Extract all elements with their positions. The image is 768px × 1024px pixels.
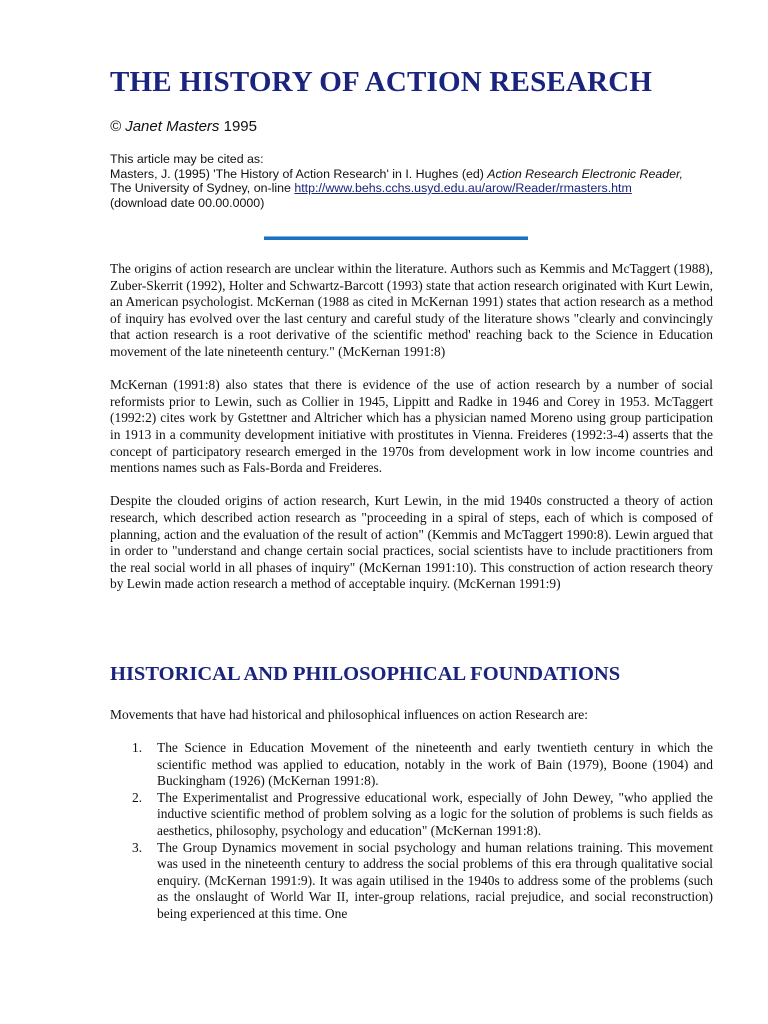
horizontal-divider bbox=[264, 236, 528, 240]
list-item-text: The Science in Education Movement of the nineteenth and early twentieth century in which the scientific method was applied to education, notably in the work of Bain (1979), Boone (1904) and Buckingham (1926) (McKernan 1991:8). bbox=[157, 740, 713, 789]
citation-block bbox=[110, 152, 720, 210]
list-item bbox=[110, 840, 713, 923]
intro-body bbox=[110, 261, 713, 609]
list-item-text: The Experimentalist and Progressive educational work, especially of John Dewey, "who applied the inductive scientific method of problem solving as a logic for the solution of problems is such fields as aesthetics, philosophy, psychology and education" (McKernan 1991:8). bbox=[157, 789, 713, 838]
author-name: © Janet Masters bbox=[110, 118, 220, 135]
section-heading: HISTORICAL AND PHILOSOPHICAL FOUNDATIONS bbox=[110, 663, 621, 685]
list-item bbox=[110, 790, 713, 840]
section-intro: Movements that have had historical and philosophical influences on action Research are: bbox=[110, 707, 588, 722]
author-line bbox=[110, 118, 257, 135]
citation-line-2-text: The University of Sydney, on-line bbox=[110, 181, 295, 196]
list-item-number: 2. bbox=[132, 789, 143, 805]
citation-link[interactable]: http://www.behs.cchs.usyd.edu.au/arow/Reader/rmasters.htm bbox=[294, 181, 632, 196]
list-item-number: 3. bbox=[132, 839, 143, 855]
citation-download-date: (download date 00.00.0000) bbox=[110, 195, 265, 210]
citation-line-1 bbox=[110, 167, 720, 182]
movements-list bbox=[110, 740, 713, 923]
paragraph-1: The origins of action research are unclear within the literature. Authors such as Kemmis and McTaggert (1988), Zuber-Skerrit (1992), Holter and Schwartz-Barcott (1993) state that action research originated with Kurt Lewin, an American psychologist. McKernan (1988 as cited in McKernan 1991) states that action research as a method of inquiry has evolved over the last century and careful study of the literature shows "clearly and convincingly that action research is a root derivative of the scientific method' reaching back to the Science in Education movement of the late nineteenth century." (McKernan 1991:8) bbox=[110, 261, 713, 359]
author-year: 1995 bbox=[219, 118, 257, 135]
citation-line-1-text: Masters, J. (1995) 'The History of Action Research' in I. Hughes (ed) bbox=[110, 166, 488, 181]
citation-line-2 bbox=[110, 181, 720, 196]
citation-intro: This article may be cited as: bbox=[110, 152, 264, 166]
paragraph-3: Despite the clouded origins of action research, Kurt Lewin, in the mid 1940s constructed a theory of action research, which described action research as "proceeding in a spiral of steps, each of which is composed of planning, action and the evaluation of the result of action" (Kemmis and McTaggert 1990:8). Lewin argued that in order to "understand and change certain social practices, social scientists have to include practitioners from the real social world in all phases of inquiry" (McKernan 1991:10). This construction of action research theory by Lewin made action research a method of acceptable inquiry. (McKernan 1991:9) bbox=[110, 493, 713, 592]
list-item-number: 1. bbox=[132, 740, 143, 755]
paragraph-2: McKernan (1991:8) also states that there is evidence of the use of action research by a number of social reformists prior to Lewin, such as Collier in 1945, Lippitt and Radke in 1946 and Corey in 1953. McTaggert (1992:2) cites work by Gstettner and Altricher which has a physician named Moreno using group participation in 1913 in a community development initiative with prostitutes in Vienna. Freideres (1992:3-4) asserts that the concept of participatory research emerged in the 1970s from development work in low income countries and mentions names such as Fals-Borda and Freideres. bbox=[110, 377, 713, 476]
page-title: THE HISTORY OF ACTION RESEARCH bbox=[110, 66, 653, 98]
list-item bbox=[110, 740, 713, 790]
citation-book-title: Action Research Electronic Reader, bbox=[487, 166, 683, 181]
list-item-text: The Group Dynamics movement in social psychology and human relations training. This movement was used in the nineteenth century to address the social problems of this era through qualitative social enquiry. (McKernan 1991:9). It was again utilised in the 1940s to address some of the problems (such as the onslaught of World War II, inter-group relations, racial prejudice, and social reconstruction) being experienced at this time. One bbox=[157, 839, 713, 921]
